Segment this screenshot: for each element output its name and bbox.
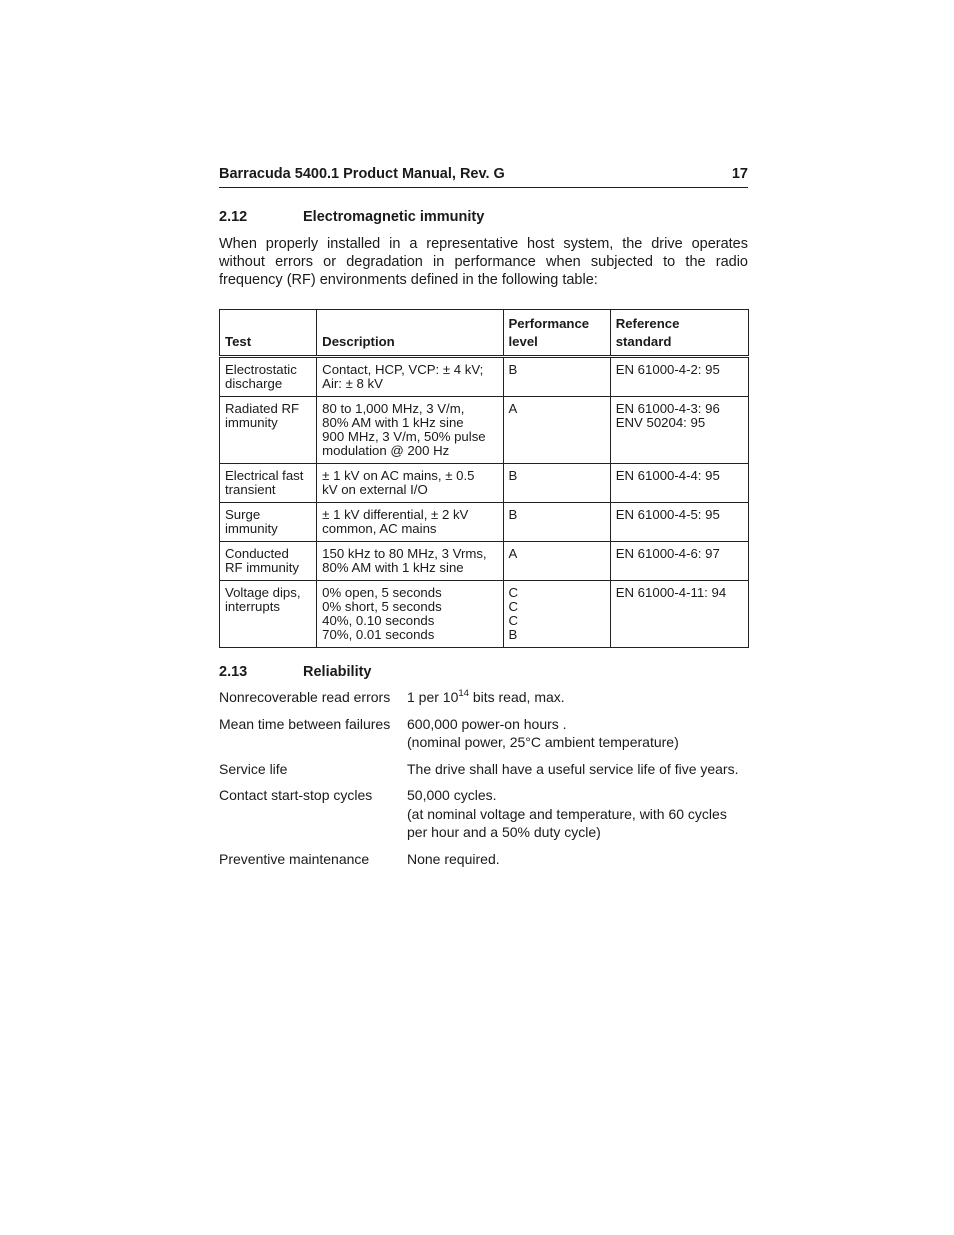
cell-line: EN 61000-4-2: 95 xyxy=(615,362,720,377)
cell-line: discharge xyxy=(225,376,283,391)
spec-value-exponent: 14 xyxy=(458,688,469,699)
cell-line: A xyxy=(508,546,518,561)
emi-table xyxy=(219,309,749,648)
running-header xyxy=(219,160,748,188)
spec-value xyxy=(407,760,748,779)
spec-value xyxy=(407,850,748,869)
cell-line: B xyxy=(508,468,518,483)
reliability-row-mtbf xyxy=(219,715,748,752)
cell-line: EN 61000-4-5: 95 xyxy=(615,507,720,522)
cell-line: ± 1 kV on AC mains, ± 0.5 xyxy=(322,468,475,483)
section-title: Electromagnetic immunity xyxy=(303,209,485,225)
cell-line: 80 to 1,000 MHz, 3 V/m, xyxy=(322,401,465,416)
spec-value xyxy=(407,715,748,752)
spec-value-line: None required. xyxy=(407,850,500,867)
spec-label: Preventive maintenance xyxy=(219,850,370,867)
section-title: Reliability xyxy=(303,664,372,680)
reliability-row-start-stop xyxy=(219,786,748,842)
spec-value-text: 1 per 10 xyxy=(407,689,459,705)
cell-description xyxy=(317,581,503,648)
cell-line: 0% open, 5 seconds xyxy=(322,585,442,600)
cell-line: EN 61000-4-3: 96 xyxy=(615,401,720,416)
spec-value xyxy=(407,688,748,707)
column-header-description xyxy=(317,310,503,357)
cell-performance xyxy=(503,397,610,464)
cell-description xyxy=(317,542,503,581)
cell-test xyxy=(220,503,317,542)
spec-value-line: The drive shall have a useful service life of five years. xyxy=(407,760,739,777)
spec-value-line: (at nominal voltage and temperature, with 60 cycles xyxy=(407,805,727,822)
cell-reference xyxy=(610,581,748,648)
reliability-row-service-life xyxy=(219,760,748,779)
cell-line: kV on external I/O xyxy=(322,482,428,497)
cell-line: C xyxy=(508,585,519,600)
cell-reference xyxy=(610,397,748,464)
column-header-label: Reference xyxy=(615,316,680,331)
table-row xyxy=(220,581,749,648)
cell-description xyxy=(317,503,503,542)
spec-label: Service life xyxy=(219,760,288,777)
column-header-label: Performance xyxy=(508,316,590,331)
cell-line: B xyxy=(508,627,518,642)
cell-performance xyxy=(503,464,610,503)
column-header-test xyxy=(220,310,317,357)
cell-reference xyxy=(610,503,748,542)
cell-line: modulation @ 200 Hz xyxy=(322,443,450,458)
table-row xyxy=(220,464,749,503)
cell-test xyxy=(220,397,317,464)
document-page xyxy=(219,160,748,868)
cell-line: 70%, 0.01 seconds xyxy=(322,627,435,642)
cell-line: 150 kHz to 80 MHz, 3 Vrms, xyxy=(322,546,487,561)
section-heading-emi xyxy=(219,209,748,225)
cell-performance xyxy=(503,581,610,648)
cell-performance xyxy=(503,503,610,542)
cell-line: 0% short, 5 seconds xyxy=(322,599,442,614)
cell-line: EN 61000-4-6: 97 xyxy=(615,546,720,561)
spec-label: Nonrecoverable read errors xyxy=(219,689,391,705)
cell-performance xyxy=(503,357,610,397)
cell-description xyxy=(317,464,503,503)
cell-line: 900 MHz, 3 V/m, 50% pulse xyxy=(322,429,486,444)
cell-test xyxy=(220,464,317,503)
cell-reference xyxy=(610,357,748,397)
cell-line: immunity xyxy=(225,521,278,536)
document-title: Barracuda 5400.1 Product Manual, Rev. G xyxy=(219,166,505,182)
cell-line: immunity xyxy=(225,415,278,430)
cell-line: ± 1 kV differential, ± 2 kV xyxy=(322,507,469,522)
reliability-list xyxy=(219,688,748,868)
column-header-reference xyxy=(610,310,748,357)
cell-line: ENV 50204: 95 xyxy=(615,415,706,430)
spec-label: Contact start-stop cycles xyxy=(219,787,373,803)
cell-test xyxy=(220,542,317,581)
cell-line: 40%, 0.10 seconds xyxy=(322,613,435,628)
cell-reference xyxy=(610,464,748,503)
page-number: 17 xyxy=(731,166,748,182)
table-row xyxy=(220,542,749,581)
column-header-label: standard xyxy=(615,334,672,349)
spec-value xyxy=(407,786,748,842)
table-row xyxy=(220,357,749,397)
cell-line: Radiated RF xyxy=(225,401,300,416)
column-header-label: level xyxy=(508,334,538,349)
cell-line: Electrostatic xyxy=(225,362,297,377)
spec-value-line: (nominal power, 25°C ambient temperature) xyxy=(407,734,679,750)
cell-line: 80% AM with 1 kHz sine xyxy=(322,415,464,430)
cell-line: Contact, HCP, VCP: ± 4 kV; xyxy=(322,362,484,377)
spec-value-text: bits read, max. xyxy=(468,689,565,705)
intro-paragraph: When properly installed in a representative host system, the drive operates without errors or degradation in performance when subjected to the radio frequency (RF) environments defined in the following table: xyxy=(219,236,748,288)
cell-description xyxy=(317,397,503,464)
cell-line: transient xyxy=(225,482,276,497)
section-number: 2.12 xyxy=(219,209,248,225)
cell-line: Voltage dips, xyxy=(225,585,301,600)
cell-line: Conducted xyxy=(225,546,289,561)
section-number: 2.13 xyxy=(219,664,248,680)
column-header-performance xyxy=(503,310,610,357)
spec-value-line: 50,000 cycles. xyxy=(407,787,497,803)
spec-value-line: 600,000 power-on hours . xyxy=(407,715,567,732)
cell-line: Air: ± 8 kV xyxy=(322,376,383,391)
cell-line: C xyxy=(508,599,519,614)
cell-line: 80% AM with 1 kHz sine xyxy=(322,560,464,575)
cell-performance xyxy=(503,542,610,581)
cell-line: C xyxy=(508,613,519,628)
spec-value-line: per hour and a 50% duty cycle) xyxy=(407,824,601,840)
cell-line: Electrical fast xyxy=(225,468,304,483)
cell-line: common, AC mains xyxy=(322,521,437,536)
cell-line: B xyxy=(508,507,518,522)
section-heading-reliability xyxy=(219,664,748,680)
table-header-row xyxy=(220,310,749,357)
reliability-row-read-errors xyxy=(219,688,748,707)
cell-description xyxy=(317,357,503,397)
cell-line: B xyxy=(508,362,518,377)
table-row xyxy=(220,503,749,542)
table-body xyxy=(220,357,749,648)
cell-line: EN 61000-4-11: 94 xyxy=(615,585,727,600)
cell-line: RF immunity xyxy=(225,560,299,575)
cell-line: Surge xyxy=(225,507,261,522)
table-row xyxy=(220,397,749,464)
column-header-label: Test xyxy=(225,334,252,349)
spec-label: Mean time between failures xyxy=(219,715,391,732)
reliability-row-maintenance xyxy=(219,850,748,869)
cell-reference xyxy=(610,542,748,581)
column-header-label: Description xyxy=(322,334,395,349)
cell-line: EN 61000-4-4: 95 xyxy=(615,468,720,483)
cell-test xyxy=(220,357,317,397)
cell-line: A xyxy=(508,401,518,416)
cell-test xyxy=(220,581,317,648)
cell-line: interrupts xyxy=(225,599,280,614)
